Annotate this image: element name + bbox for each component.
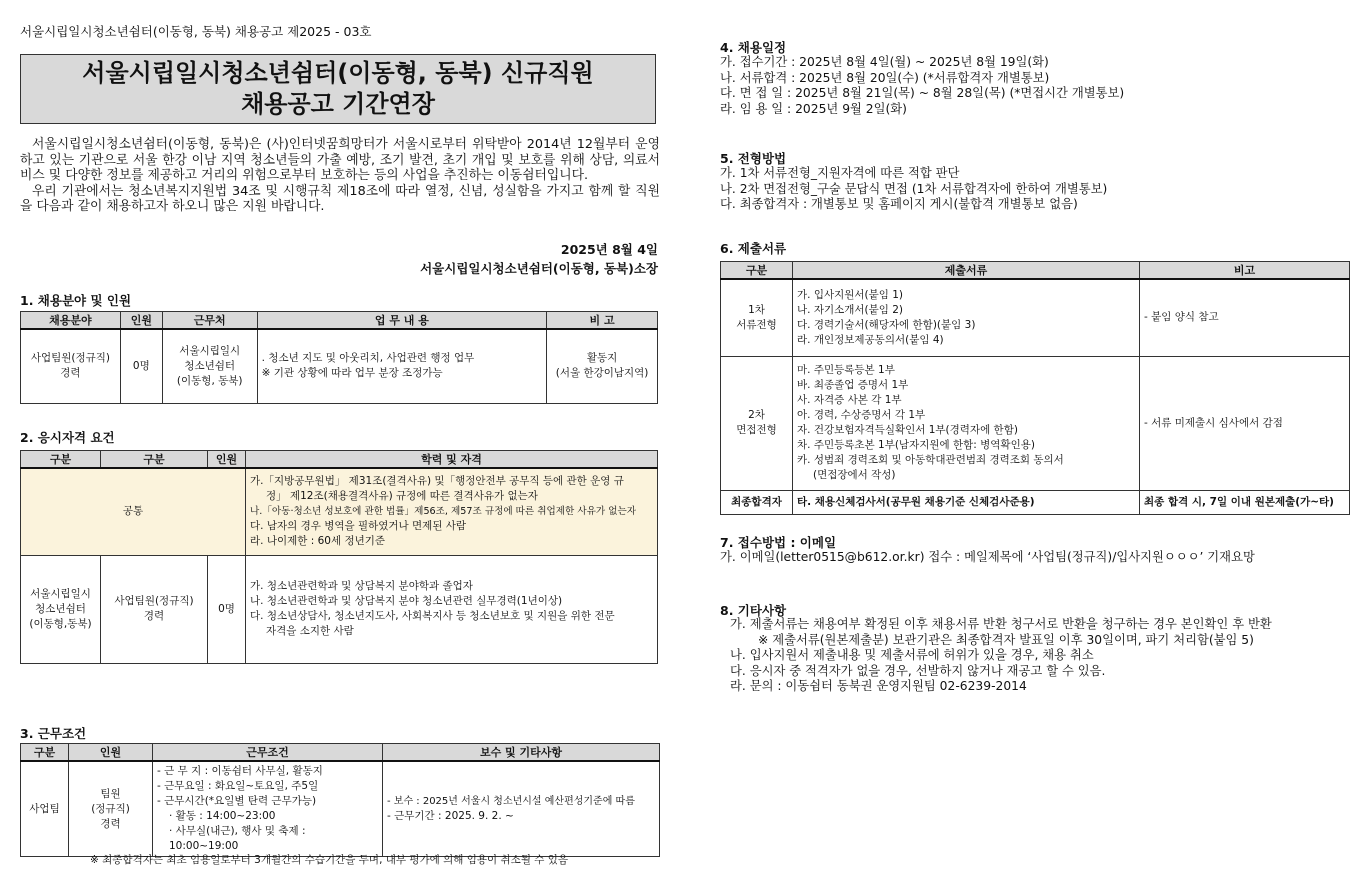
section-2-title: 2. 응시자격 요건 <box>20 430 115 445</box>
recruit-note <box>547 329 658 403</box>
list-item: 다. 응시자 중 적격자가 없을 경우, 선발하지 않거나 재공고 할 수 있음. <box>730 663 1106 678</box>
cell-text: 청소년쉼터 <box>184 359 236 372</box>
announcement-date: 2025년 8월 4일 <box>560 242 658 257</box>
application-method: 가. 이메일(letter0515@b612.or.kr) 접수 : 메일제목에 ‘사업팀(정규직)/입사지원ㅇㅇㅇ’ 기재요망 <box>720 550 1255 564</box>
table-header: 업 무 내 용 <box>257 312 546 330</box>
other-notes <box>730 617 1272 695</box>
work-team: 사업팀 <box>21 761 69 857</box>
qualification-table <box>20 450 658 664</box>
recruit-field <box>21 329 121 403</box>
table-row <box>21 329 658 403</box>
title-line-1: 서울시립일시청소년쉼터(이동형, 동북) 신규직원 <box>82 59 594 87</box>
docs-stage-2-note: - 서류 미제출시 심사에서 감점 <box>1140 356 1350 490</box>
qual-field <box>101 555 208 663</box>
docs-stage-1-note: - 붙임 양식 참고 <box>1140 279 1350 356</box>
section-5-title: 5. 전형방법 <box>720 151 787 166</box>
list-item: - 보수 : 2025년 서울시 청소년시설 예산편성기준에 따름 <box>387 796 635 807</box>
table-header: 채용분야 <box>21 312 121 330</box>
cell-text: 경력 <box>60 367 81 380</box>
table-row <box>721 356 1350 490</box>
table-header-row <box>21 451 658 469</box>
table-header: 비고 <box>1140 262 1350 280</box>
table-header: 비 고 <box>547 312 658 330</box>
list-item: 라. 임 용 일 : 2025년 9월 2일(화) <box>720 101 907 116</box>
cell-text: . 청소년 지도 및 아웃리치, 사업관련 행정 업무 <box>261 352 475 365</box>
section-6-title: 6. 제출서류 <box>720 241 787 256</box>
schedule-list <box>720 55 1124 117</box>
table-header-row <box>21 744 660 762</box>
table-header-row <box>21 312 658 330</box>
common-label: 공통 <box>21 468 246 555</box>
list-item: 나. 2차 면접전형_구술 문답식 면접 (1차 서류합격자에 한하여 개별통보) <box>720 181 1108 196</box>
table-row <box>21 468 658 555</box>
table-header: 구분 <box>101 451 208 469</box>
list-item: - 근 무 지 : 이동쉼터 사무실, 활동지 <box>157 765 323 777</box>
probation-note: ※ 최종합격자는 최초 임용일로부터 3개월간의 수습기간을 두며, 내부 평가에 의해 임용이 취소될 수 있음 <box>90 854 569 866</box>
list-item: 마. 주민등록등본 1부 <box>797 364 895 376</box>
intro <box>20 137 660 215</box>
work-condition-table <box>20 743 660 857</box>
recruit-place <box>162 329 257 403</box>
recruit-table <box>20 311 658 404</box>
list-item: - 근무기간 : 2025. 9. 2. ~ <box>387 810 514 822</box>
table-row <box>721 279 1350 356</box>
section-3-title: 3. 근무조건 <box>20 726 87 741</box>
list-item: 라. 나이제한 : 60세 정년기준 <box>250 535 386 548</box>
common-requirements <box>246 468 658 555</box>
table-row <box>21 555 658 663</box>
work-conditions <box>153 761 383 857</box>
title-line-2: 채용공고 기간연장 <box>241 90 435 118</box>
cell-text: 1차 <box>748 303 765 316</box>
cell-text: 경력 <box>100 817 121 830</box>
list-item: · 활동 : 14:00~23:00 <box>169 810 276 822</box>
table-header: 구분 <box>21 451 101 469</box>
table-header: 구분 <box>721 262 793 280</box>
cell-text: 경력 <box>143 610 165 622</box>
docs-stage-2-list <box>793 356 1140 490</box>
cell-text: ※ 기관 상황에 따라 업무 분장 조정가능 <box>261 367 443 380</box>
list-item: 자. 건강보험자격득실확인서 1부(경력자에 한함) <box>797 424 1018 436</box>
list-item: - 근무시간(*요일별 탄력 근무가능) <box>157 795 317 807</box>
list-item: 다. 면 접 일 : 2025년 8월 21일(목) ~ 8월 28일(목) (*면접시간 개별통보) <box>720 86 1125 100</box>
table-header: 인원 <box>120 312 162 330</box>
docs-stage-2 <box>721 356 793 490</box>
table-header: 구분 <box>21 744 69 762</box>
list-item: 라. 문의 : 이동쉼터 동북권 운영지원팀 02-6239-2014 <box>730 679 1027 693</box>
cell-text: (이동형, 동북) <box>176 374 243 387</box>
cell-text: 서울시립일시 <box>179 344 241 357</box>
intro-paragraph-2: 우리 기관에서는 청소년복지지원법 34조 및 시행규칙 제18조에 따라 열정, 신념, 성실함을 가지고 함께 할 직원을 다음과 같이 채용하고자 하오니 많은 지원 바랍니다. <box>20 183 660 214</box>
list-item: 다. 최종합격자 : 개별통보 및 홈페이지 게시(불합격 개별통보 없음) <box>720 197 1078 211</box>
list-item: ※ 제출서류(원본제출분) 보관기관은 최종합격자 발표일 이후 30일이며, 파기 처리함(붙임 5) <box>758 632 1254 647</box>
table-header: 근무처 <box>162 312 257 330</box>
doc-reference: 서울시립일시청소년쉼터(이동형, 동북) 채용공고 제2025 - 03호 <box>20 24 372 39</box>
section-1-title: 1. 채용분야 및 인원 <box>20 293 132 308</box>
docs-final-doc: 타. 채용신체검사서(공무원 채용기준 신체검사준용) <box>793 490 1140 514</box>
list-item: 바. 최종졸업 증명서 1부 <box>797 379 909 391</box>
table-header: 학력 및 자격 <box>246 451 658 469</box>
section-4-title: 4. 채용일정 <box>720 40 787 55</box>
table-header: 인원 <box>69 744 153 762</box>
work-pay <box>383 761 660 857</box>
cell-text: 사업팀원(정규직) <box>30 352 111 365</box>
cell-text: (서울 한강이남지역) <box>555 367 649 380</box>
cell-text: 청소년쉼터 <box>35 602 86 615</box>
list-item: 아. 경력, 수상증명서 각 1부 <box>797 409 926 421</box>
title-box <box>20 54 656 124</box>
list-item: 가. 접수기간 : 2025년 8월 4일(월) ~ 2025년 8월 19일(화) <box>720 55 1049 69</box>
list-item: 다. 청소년상담사, 청소년지도사, 사회복지사 등 청소년보호 및 지원을 위한 전문 <box>250 610 615 622</box>
documents-table <box>720 261 1350 515</box>
table-header: 제출서류 <box>793 262 1140 280</box>
cell-text: (이동형,동북) <box>29 617 92 630</box>
table-header: 보수 및 기타사항 <box>383 744 660 762</box>
cell-text: (정규직) <box>91 802 130 815</box>
list-item: 정」 제12조(채용결격사유) 규정에 따른 결격사유가 없는자 <box>266 490 538 503</box>
work-staff <box>69 761 153 857</box>
list-item: · 사무실(내근), 행사 및 축제 : 10:00~19:00 <box>169 825 306 852</box>
docs-final-label: 최종합격자 <box>721 490 793 514</box>
list-item: 나. 청소년관련학과 및 상담복지 분야 청소년관련 실무경력(1년이상) <box>250 595 563 607</box>
list-item: - 근무요일 : 화요일~토요일, 주5일 <box>157 780 319 792</box>
list-item: 자격을 소지한 사람 <box>266 625 354 637</box>
cell-text: 2차 <box>748 409 765 421</box>
list-item: 가. 입사지원서(붙임 1) <box>797 288 904 301</box>
list-item: 가. 1차 서류전형_지원자격에 따른 적합 판단 <box>720 166 960 180</box>
qual-requirements <box>246 555 658 663</box>
list-item: 가.「지방공무원법」 제31조(결격사유) 및「행정안전부 공무직 등에 관한 운영 규 <box>250 475 624 488</box>
cell-text: 사업팀원(정규직) <box>114 595 194 607</box>
list-item: 나.「아동·청소년 성보호에 관한 법률」제56조, 제57조 규정에 따른 취업제한 사유가 없는자 <box>250 506 637 518</box>
table-row <box>21 761 660 857</box>
qual-place <box>21 555 101 663</box>
list-item: 다. 남자의 경우 병역을 필하였거나 면제된 사람 <box>250 520 467 533</box>
list-item: 차. 주민등록초본 1부(남자지원에 한함: 병역확인용) <box>797 439 1035 451</box>
list-item: 가. 제출서류는 채용여부 확정된 이후 채용서류 반환 청구서로 반환을 청구하는 경우 본인확인 후 반환 <box>730 617 1272 631</box>
selection-list <box>720 166 1107 213</box>
list-item: (면접장에서 작성) <box>813 469 896 481</box>
cell-text: 활동지 <box>586 352 618 365</box>
cell-text: 서류전형 <box>736 318 777 331</box>
table-header: 인원 <box>208 451 246 469</box>
table-header: 근무조건 <box>153 744 383 762</box>
docs-stage-1 <box>721 279 793 356</box>
list-item: 다. 경력기술서(해당자에 한함)(붙임 3) <box>797 318 976 331</box>
section-7-title: 7. 접수방법 : 이메일 <box>720 535 837 550</box>
announcement-signer: 서울시립일시청소년쉼터(이동형, 동북)소장 <box>420 261 658 276</box>
docs-final-note: 최종 합격 시, 7일 이내 원본제출(가~타) <box>1140 490 1350 514</box>
cell-text: 팀원 <box>100 787 121 800</box>
docs-stage-1-list <box>793 279 1140 356</box>
list-item: 나. 자기소개서(붙임 2) <box>797 303 904 316</box>
cell-text: 서울시립일시 <box>30 587 91 600</box>
list-item: 가. 청소년관련학과 및 상담복지 분야학과 졸업자 <box>250 580 473 592</box>
list-item: 나. 입사지원서 제출내용 및 제출서류에 허위가 있을 경우, 채용 취소 <box>730 648 1094 662</box>
section-8-title: 8. 기타사항 <box>720 603 787 618</box>
qual-count: 0명 <box>208 555 246 663</box>
table-header-row <box>721 262 1350 280</box>
list-item: 사. 자격증 사본 각 1부 <box>797 394 902 406</box>
cell-text: 면접전형 <box>736 424 777 436</box>
table-row <box>721 490 1350 514</box>
intro-paragraph-1: 서울시립일시청소년쉼터(이동형, 동북)은 (사)인터넷꿈희망터가 서울시로부터 위탁받아 2014년 12월부터 운영하고 있는 기관으로 서울 한강 이남 지역 청소년들의 가출 예방, 조기 발견, 초기 개입 및 보호를 위해 상담, 의료서비스 및 다양한 정보를 제공하고 거리의 위험으로부터 보호하는 등의 사업을 추진하는 이동쉼터입니다. <box>20 137 660 183</box>
recruit-count: 0명 <box>120 329 162 403</box>
recruit-duty <box>257 329 546 403</box>
list-item: 나. 서류합격 : 2025년 8월 20일(수) (*서류합격자 개별통보) <box>720 70 1050 85</box>
list-item: 라. 개인정보제공동의서(붙임 4) <box>797 333 944 346</box>
list-item: 카. 성범죄 경력조회 및 아동학대관련범죄 경력조회 동의서 <box>797 454 1064 466</box>
